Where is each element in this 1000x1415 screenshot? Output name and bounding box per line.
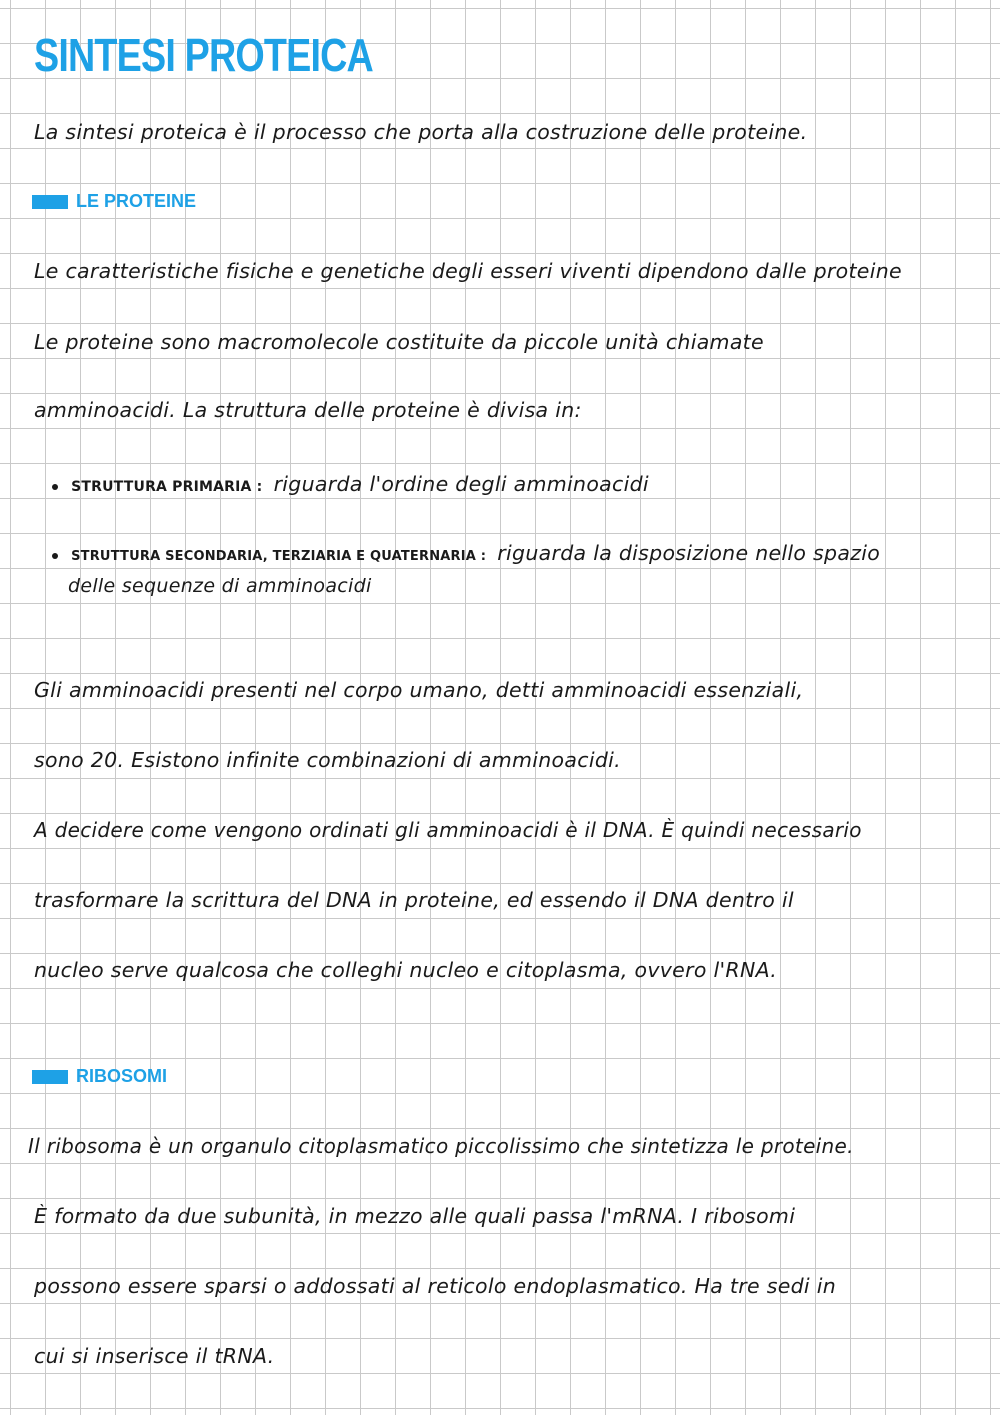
- text-line: amminoacidi. La struttura delle proteine è divisa in:: [34, 398, 582, 422]
- section-heading-label: LE PROTEINE: [76, 191, 197, 211]
- page-title: SINTESI PROTEICA: [34, 29, 373, 81]
- text-line: possono essere sparsi o addossati al reticolo endoplasmatico. Ha tre sedi in: [34, 1274, 837, 1298]
- bullet-text: riguarda la disposizione nello spazio: [497, 541, 881, 565]
- bullet-text: riguarda l'ordine degli amminoacidi: [273, 472, 649, 496]
- text-line: Il ribosoma è un organulo citoplasmatico piccolissimo che sintetizza le proteine.: [28, 1134, 854, 1158]
- text-line: A decidere come vengono ordinati gli amminoacidi è il DNA. È quindi necessario: [34, 818, 862, 842]
- text-line: Gli amminoacidi presenti nel corpo umano, detti amminoacidi essenziali,: [34, 678, 804, 702]
- text-line: nucleo serve qualcosa che colleghi nucleo e citoplasma, ovvero l'RNA.: [34, 958, 778, 982]
- bullet-item: [52, 541, 880, 565]
- bullet-dot: [52, 553, 58, 559]
- text-line: trasformare la scrittura del DNA in proteine, ed essendo il DNA dentro il: [34, 888, 794, 912]
- text-line: Le proteine sono macromolecole costituite da piccole unità chiamate: [34, 330, 764, 354]
- section-heading-ribosomi: [32, 1066, 167, 1087]
- bullet-label: STRUTTURA PRIMARIA :: [71, 479, 263, 495]
- section-heading-proteine: [32, 191, 196, 212]
- section-heading-label: RIBOSOMI: [76, 1066, 168, 1086]
- section-marker: [32, 195, 68, 209]
- bullet-label: STRUTTURA SECONDARIA, TERZIARIA E QUATERNARIA :: [71, 549, 487, 564]
- text-line: cui si inserisce il tRNA.: [34, 1344, 275, 1368]
- text-line: Le caratteristiche fisiche e genetiche degli esseri viventi dipendono dalle proteine: [34, 259, 902, 283]
- bullet-continuation: delle sequenze di amminoacidi: [68, 575, 372, 597]
- text-line: sono 20. Esistono infinite combinazioni di amminoacidi.: [34, 748, 621, 772]
- text-line: È formato da due subunità, in mezzo alle quali passa l'mRNA. I ribosomi: [34, 1204, 796, 1228]
- section-marker: [32, 1070, 68, 1084]
- bullet-dot: [52, 484, 58, 490]
- bullet-item: [52, 472, 649, 496]
- intro-text: La sintesi proteica è il processo che porta alla costruzione delle proteine.: [34, 120, 808, 144]
